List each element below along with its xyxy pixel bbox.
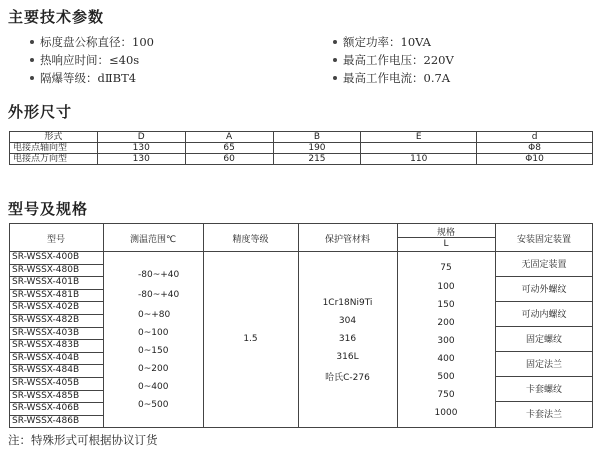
- range-cell: 0~200: [138, 364, 169, 374]
- row-divider: [9, 402, 103, 403]
- table-cell: 65: [185, 143, 273, 154]
- row-divider: [9, 377, 103, 378]
- column-divider: [203, 223, 204, 428]
- bullet-icon: [30, 76, 34, 80]
- mount-cell: 固定螺纹: [525, 335, 562, 345]
- row-divider: [9, 390, 103, 391]
- table-cell: Φ8: [477, 143, 593, 154]
- row-divider: [495, 376, 593, 377]
- row-divider: [9, 364, 103, 365]
- model-cell: SR-WSSX-406B: [12, 403, 80, 414]
- spec-item: [333, 70, 450, 86]
- material-cell: 1Cr18Ni9Ti: [322, 298, 373, 308]
- spec-item: [333, 34, 431, 50]
- bullet-icon: [333, 40, 337, 44]
- row-divider: [9, 264, 103, 265]
- model-cell: SR-WSSX-404B: [12, 352, 80, 363]
- mount-cell: 可动内螺纹: [521, 310, 567, 320]
- row-divider: [495, 401, 593, 402]
- length-cell: 750: [437, 390, 455, 400]
- model-cell: SR-WSSX-483B: [12, 340, 80, 351]
- column-divider: [103, 223, 104, 428]
- mount-cell: 卡套螺纹: [525, 385, 562, 395]
- material-cell: 哈氏C-276: [325, 373, 370, 383]
- length-cell: 400: [437, 354, 455, 364]
- row-divider: [495, 301, 593, 302]
- range-cell: -80~+40: [138, 290, 180, 300]
- header-cell: E: [361, 132, 477, 143]
- row-divider: [495, 326, 593, 327]
- model-cell: SR-WSSX-485B: [12, 390, 80, 401]
- table-cell: 130: [97, 143, 185, 154]
- header-range: 测温范围℃: [129, 235, 177, 245]
- header-spec-unit: L: [443, 239, 449, 249]
- table-cell: 60: [185, 154, 273, 165]
- model-cell: SR-WSSX-486B: [12, 415, 80, 426]
- header-spec: 规格: [436, 228, 455, 238]
- length-cell: 150: [437, 300, 455, 310]
- bullet-icon: [30, 58, 34, 62]
- mount-cell: 无固定装置: [521, 260, 567, 270]
- spec-item: [30, 34, 154, 50]
- length-cell: 100: [437, 282, 455, 292]
- range-cell: 0~500: [138, 400, 169, 410]
- row-divider: [495, 276, 593, 277]
- range-cell: -80~+40: [138, 270, 180, 280]
- range-cell: 0~+80: [138, 310, 171, 320]
- table-row: [10, 154, 593, 165]
- header-cell: D: [97, 132, 185, 143]
- table-cell: [361, 143, 477, 154]
- length-cell: 300: [437, 336, 455, 346]
- section-title-models: 型号及规格: [8, 200, 89, 218]
- header-cell: B: [273, 132, 361, 143]
- model-cell: SR-WSSX-402B: [12, 302, 80, 313]
- row-divider: [9, 276, 103, 277]
- spec-item: [333, 52, 454, 68]
- table-cell: Φ10: [477, 154, 593, 165]
- row-divider: [9, 289, 103, 290]
- length-cell: 200: [437, 318, 455, 328]
- material-cell: 316: [338, 334, 357, 344]
- row-divider: [495, 351, 593, 352]
- row-divider: [9, 327, 103, 328]
- material-cell: 316L: [336, 352, 359, 362]
- header-mount: 安装固定装置: [516, 235, 571, 245]
- model-cell: SR-WSSX-482B: [12, 315, 80, 325]
- table-row: [10, 143, 593, 154]
- model-cell: SR-WSSX-484B: [12, 365, 80, 376]
- footnote: 注：特殊形式可根据协议订货: [8, 433, 158, 447]
- model-cell: SR-WSSX-481B: [12, 289, 80, 300]
- model-cell: SR-WSSX-400B: [12, 252, 80, 262]
- row-divider: [9, 352, 103, 353]
- section-title-main-specs: 主要技术参数: [8, 8, 105, 26]
- spec-text: 隔爆等级：dⅡBT4: [40, 71, 137, 85]
- header-material: 保护管材料: [324, 235, 370, 245]
- mount-cell: 固定法兰: [525, 360, 562, 370]
- bullet-icon: [333, 58, 337, 62]
- mount-cell: 卡套法兰: [525, 410, 562, 420]
- material-cell: 304: [338, 316, 357, 326]
- range-cell: 0~150: [138, 346, 169, 356]
- table-cell: 110: [361, 154, 477, 165]
- table-cell: 电接点轴向型: [10, 143, 98, 154]
- section-title-dimensions: 外形尺寸: [8, 103, 73, 121]
- spec-text: 最高工作电压：220V: [343, 53, 454, 67]
- header-cell: 形式: [10, 132, 98, 143]
- model-cell: SR-WSSX-405B: [12, 378, 80, 388]
- spec-text: 标度盘公称直径：100: [40, 35, 154, 49]
- length-cell: 500: [437, 372, 455, 382]
- length-cell: 1000: [434, 408, 458, 418]
- header-cell: d: [477, 132, 593, 143]
- header-cell: A: [185, 132, 273, 143]
- row-divider: [9, 415, 103, 416]
- table-header-row: [10, 132, 593, 143]
- table-cell: 190: [273, 143, 361, 154]
- dimension-table: [9, 131, 593, 165]
- spec-item: [30, 70, 136, 86]
- model-cell: SR-WSSX-401B: [12, 277, 80, 288]
- range-cell: 0~400: [138, 382, 169, 392]
- spec-text: 额定功率：10VA: [343, 35, 431, 49]
- table-cell: 215: [273, 154, 361, 165]
- model-cell: SR-WSSX-480B: [12, 264, 80, 275]
- table-cell: 电接点万向型: [10, 154, 98, 165]
- model-cell: SR-WSSX-403B: [12, 327, 80, 338]
- row-divider: [9, 301, 103, 302]
- bullet-icon: [333, 76, 337, 80]
- range-cell: 0~100: [138, 328, 169, 338]
- header-precision: 精度等级: [232, 235, 269, 245]
- mount-cell: 可动外螺纹: [521, 285, 567, 295]
- spec-text: 热响应时间：≤40s: [40, 53, 140, 67]
- row-divider: [9, 314, 103, 315]
- length-cell: 75: [440, 263, 452, 273]
- spec-item: [30, 52, 139, 68]
- spec-text: 最高工作电流：0.7A: [343, 71, 451, 85]
- header-model: 型号: [46, 235, 65, 245]
- bullet-icon: [30, 40, 34, 44]
- header-divider: [9, 251, 593, 252]
- precision-value: 1.5: [243, 334, 258, 344]
- row-divider: [9, 339, 103, 340]
- table-cell: 130: [97, 154, 185, 165]
